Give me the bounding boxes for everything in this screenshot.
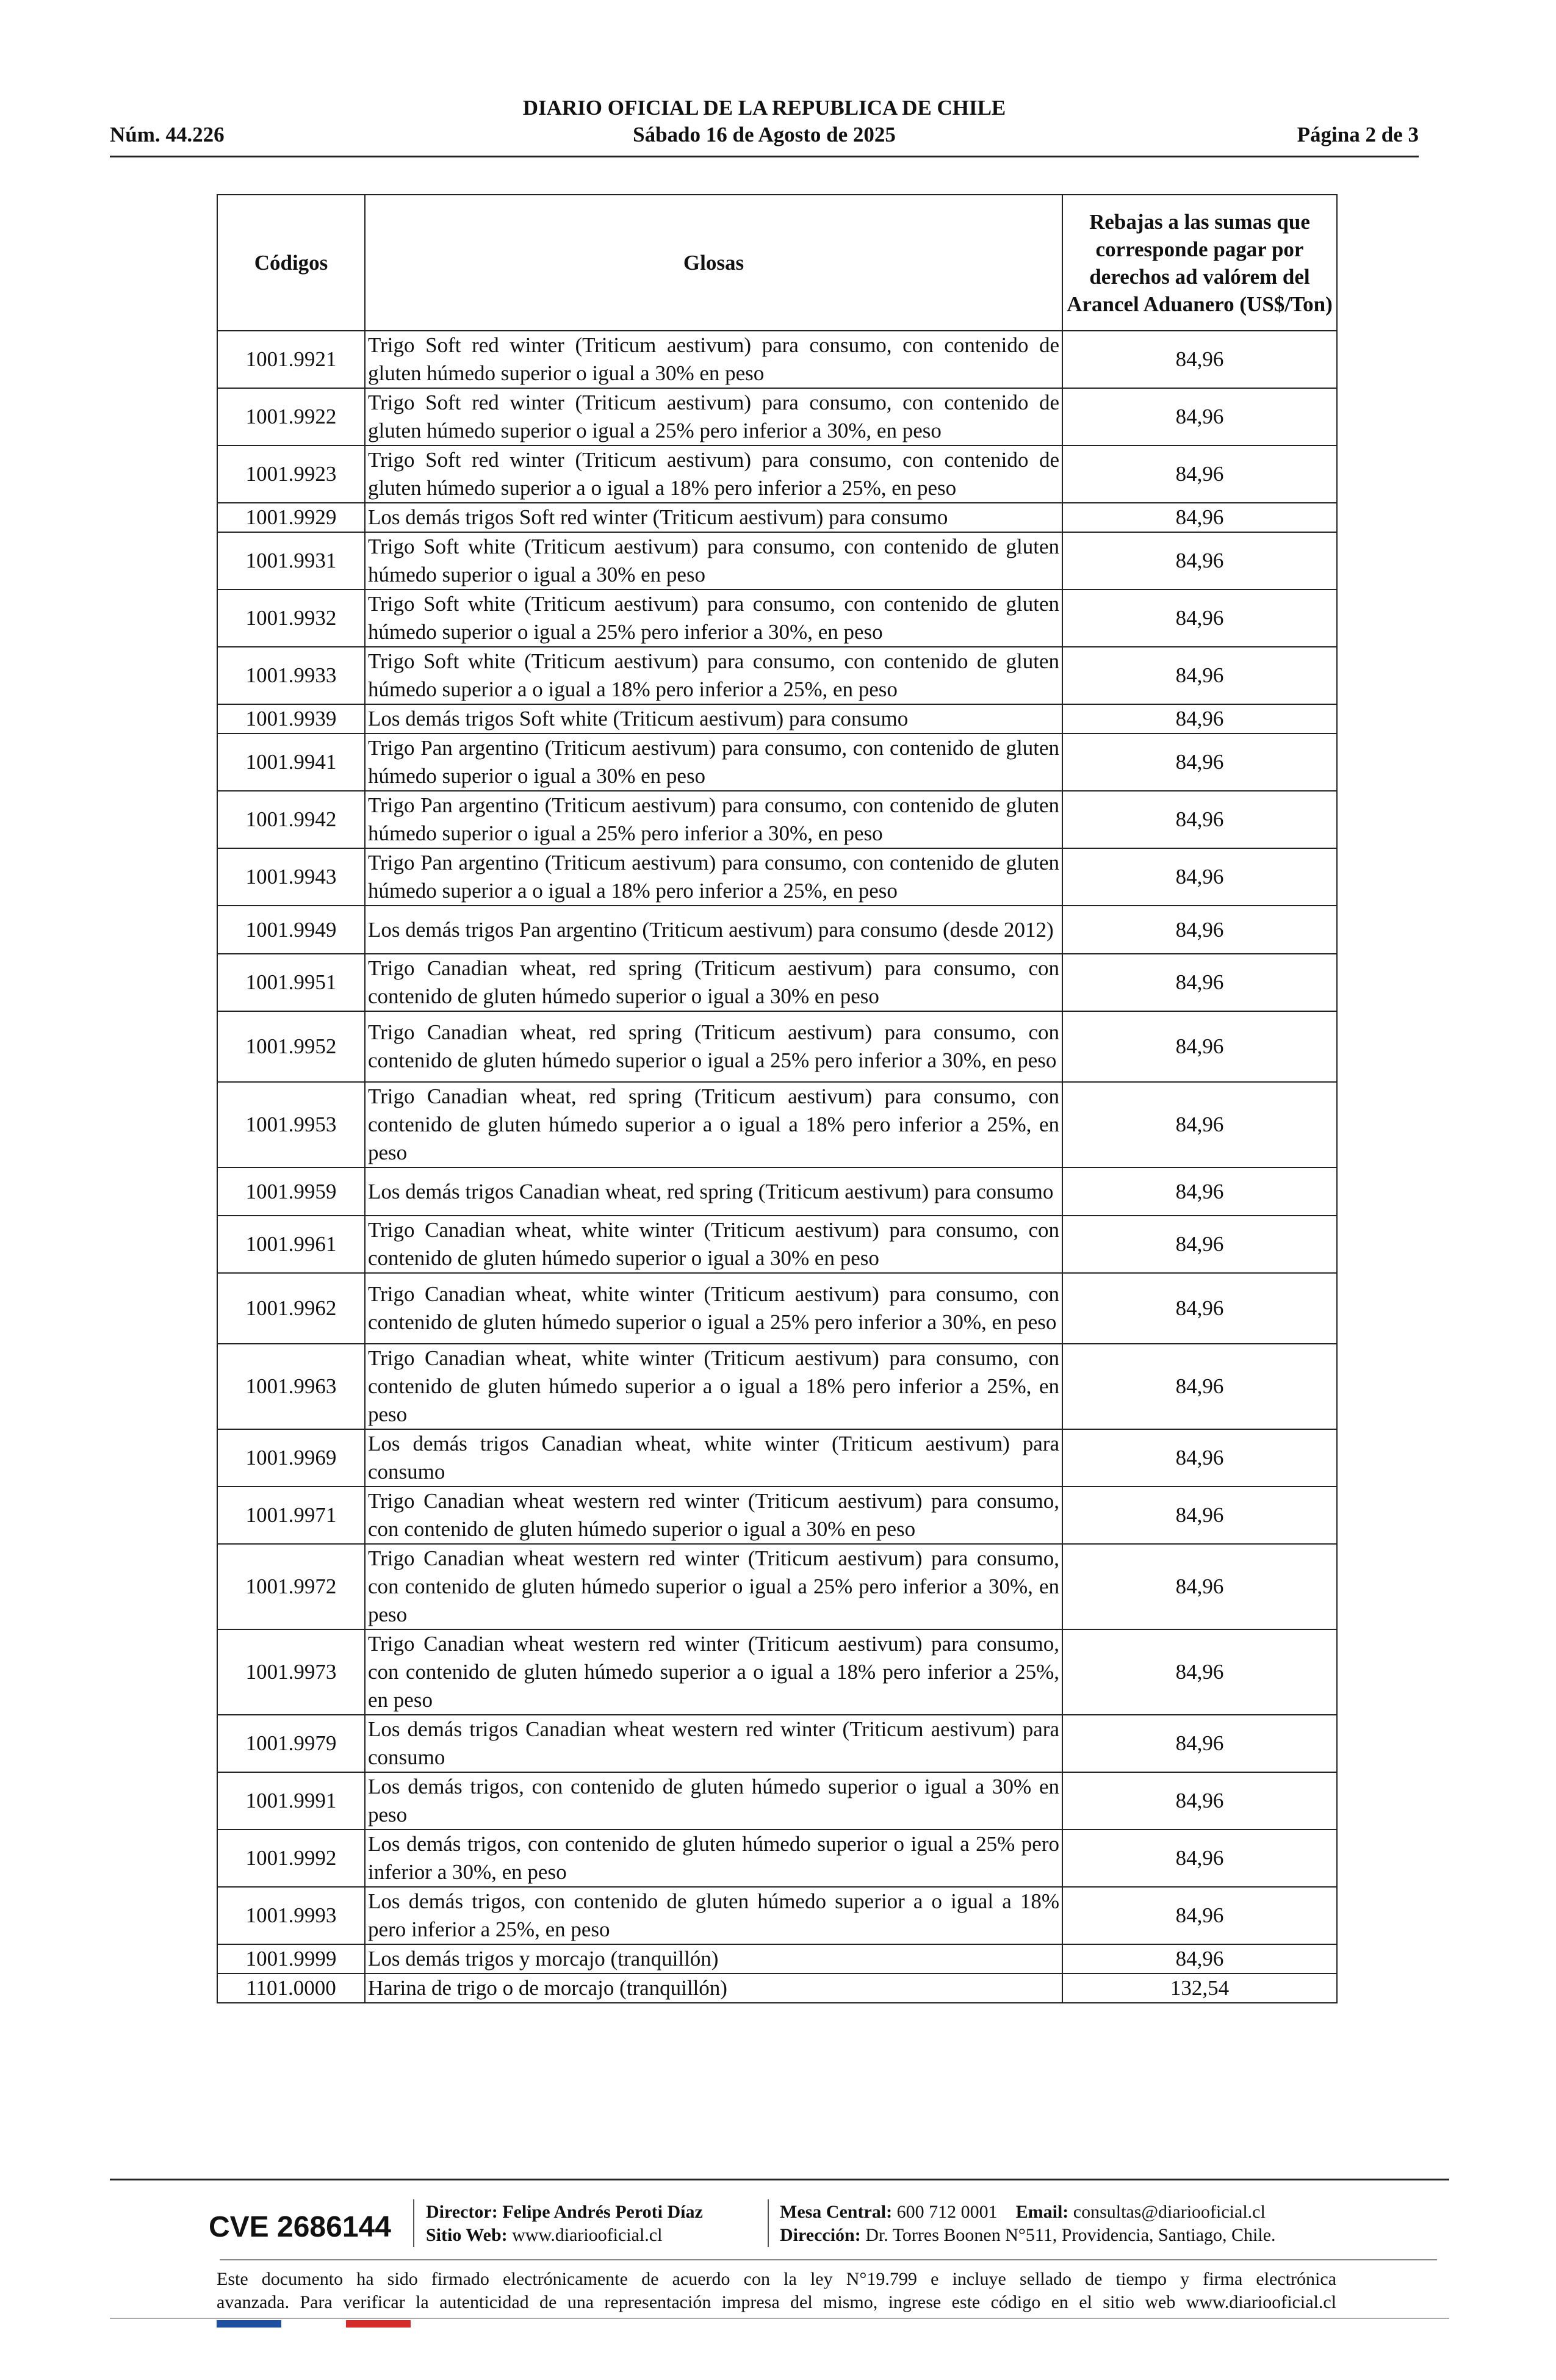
description-cell: Trigo Canadian wheat, red spring (Triticum aestivum) para consumo, con contenido de gluten húmedo superior o igual a 25% pero inferior a 30%, en peso <box>365 1011 1062 1082</box>
table-row <box>217 532 1337 590</box>
description-cell: Los demás trigos, con contenido de gluten húmedo superior a o igual a 18% pero inferior a 25%, en peso <box>365 1887 1062 1944</box>
table-row <box>217 1167 1337 1216</box>
flag-stripe-white <box>281 2320 346 2328</box>
tariff-code-cell: 1001.9923 <box>217 445 365 503</box>
tariff-code-cell: 1001.9973 <box>217 1629 365 1715</box>
table-row <box>217 1273 1337 1344</box>
table-row <box>217 791 1337 848</box>
footer-inner-divider <box>220 2259 1437 2260</box>
tariff-code-cell: 1001.9993 <box>217 1887 365 1944</box>
tariff-code-cell: 1001.9961 <box>217 1216 365 1273</box>
footer-separator <box>768 2199 769 2247</box>
phone-label: Mesa Central: <box>780 2202 893 2222</box>
rebate-value-cell: 132,54 <box>1062 1974 1337 2003</box>
column-header-rebates: Rebajas a las sumas que corresponde pagar por derechos ad valórem del Arancel Aduanero (US$/Ton) <box>1062 195 1337 331</box>
footer-bottom-divider <box>110 2318 1449 2319</box>
tariff-code-cell: 1001.9962 <box>217 1273 365 1344</box>
description-cell: Harina de trigo o de morcajo (tranquillón) <box>365 1974 1062 2003</box>
phone-value: 600 712 0001 <box>896 2202 998 2222</box>
description-cell: Trigo Canadian wheat western red winter (Triticum aestivum) para consumo, con contenido de gluten húmedo superior a o igual a 18% pero inferior a 25%, en peso <box>365 1629 1062 1715</box>
table-row <box>217 1216 1337 1273</box>
description-cell: Trigo Soft white (Triticum aestivum) para consumo, con contenido de gluten húmedo superior a o igual a 18% pero inferior a 25%, en peso <box>365 647 1062 704</box>
tariff-table <box>217 194 1338 2003</box>
tariff-code-cell: 1001.9959 <box>217 1167 365 1216</box>
tariff-code-cell: 1001.9991 <box>217 1772 365 1830</box>
rebate-value-cell: 84,96 <box>1062 1544 1337 1629</box>
description-cell: Los demás trigos Soft white (Triticum aestivum) para consumo <box>365 704 1062 734</box>
page-footer <box>110 2179 1449 2337</box>
tariff-code-cell: 1001.9943 <box>217 848 365 906</box>
rebate-value-cell: 84,96 <box>1062 1629 1337 1715</box>
tariff-code-cell: 1001.9921 <box>217 331 365 388</box>
tariff-code-cell: 1001.9999 <box>217 1944 365 1974</box>
tariff-code-cell: 1001.9951 <box>217 954 365 1011</box>
rebate-value-cell: 84,96 <box>1062 791 1337 848</box>
rebate-value-cell: 84,96 <box>1062 704 1337 734</box>
flag-stripe-red <box>346 2320 411 2328</box>
newspaper-title: DIARIO OFICIAL DE LA REPUBLICA DE CHILE <box>522 96 1006 120</box>
address-value: Dr. Torres Boonen N°511, Providencia, Santiago, Chile. <box>865 2225 1276 2245</box>
table-row <box>217 1974 1337 2003</box>
description-cell: Los demás trigos, con contenido de gluten húmedo superior o igual a 25% pero inferior a 30%, en peso <box>365 1830 1062 1887</box>
header-divider <box>110 156 1419 157</box>
website-label: Sitio Web: <box>426 2225 508 2245</box>
tariff-code-cell: 1001.9922 <box>217 388 365 445</box>
description-cell: Los demás trigos, con contenido de gluten húmedo superior o igual a 30% en peso <box>365 1772 1062 1830</box>
rebate-value-cell: 84,96 <box>1062 1944 1337 1974</box>
rebate-value-cell: 84,96 <box>1062 1216 1337 1273</box>
column-header-codes: Códigos <box>217 195 365 331</box>
description-cell: Trigo Soft red winter (Triticum aestivum) para consumo, con contenido de gluten húmedo superior o igual a 25% pero inferior a 30%, en peso <box>365 388 1062 445</box>
table-row <box>217 906 1337 954</box>
tariff-code-cell: 1001.9952 <box>217 1011 365 1082</box>
rebate-value-cell: 84,96 <box>1062 503 1337 532</box>
tariff-code-cell: 1001.9931 <box>217 532 365 590</box>
rebate-value-cell: 84,96 <box>1062 1830 1337 1887</box>
table-body <box>217 331 1337 2003</box>
website-link[interactable]: www.diariooficial.cl <box>512 2225 663 2245</box>
tariff-code-cell: 1001.9979 <box>217 1715 365 1772</box>
table-row <box>217 704 1337 734</box>
table-row <box>217 1830 1337 1887</box>
flag-stripe <box>217 2320 411 2328</box>
page-header <box>110 95 1419 162</box>
footer-contact-block <box>780 2201 1276 2247</box>
rebate-value-cell: 84,96 <box>1062 1167 1337 1216</box>
table-row <box>217 388 1337 445</box>
tariff-code-cell: 1001.9932 <box>217 590 365 647</box>
tariff-code-cell: 1001.9929 <box>217 503 365 532</box>
table-row <box>217 445 1337 503</box>
director-label: Director: <box>426 2202 498 2222</box>
tariff-code-cell: 1001.9939 <box>217 704 365 734</box>
description-cell: Los demás trigos Soft red winter (Triticum aestivum) para consumo <box>365 503 1062 532</box>
director-name: Felipe Andrés Peroti Díaz <box>502 2202 703 2222</box>
table-row <box>217 1715 1337 1772</box>
table-row <box>217 848 1337 906</box>
rebate-value-cell: 84,96 <box>1062 590 1337 647</box>
description-cell: Trigo Soft red winter (Triticum aestivum) para consumo, con contenido de gluten húmedo superior a o igual a 18% pero inferior a 25%, en peso <box>365 445 1062 503</box>
table-header-row <box>217 195 1337 331</box>
signature-notice <box>217 2268 1336 2314</box>
rebate-value-cell: 84,96 <box>1062 388 1337 445</box>
rebate-value-cell: 84,96 <box>1062 734 1337 791</box>
rebate-value-cell: 84,96 <box>1062 532 1337 590</box>
tariff-code-cell: 1001.9992 <box>217 1830 365 1887</box>
cve-code: CVE 2686144 <box>209 2211 391 2243</box>
table-row <box>217 1487 1337 1544</box>
table-row <box>217 1887 1337 1944</box>
rebate-value-cell: 84,96 <box>1062 1344 1337 1429</box>
description-cell: Los demás trigos Canadian wheat, white winter (Triticum aestivum) para consumo <box>365 1429 1062 1487</box>
column-header-descriptions: Glosas <box>365 195 1062 331</box>
table-row <box>217 734 1337 791</box>
table-row <box>217 1429 1337 1487</box>
tariff-code-cell: 1001.9971 <box>217 1487 365 1544</box>
flag-stripe-blue <box>217 2320 281 2328</box>
description-cell: Trigo Pan argentino (Triticum aestivum) para consumo, con contenido de gluten húmedo superior a o igual a 18% pero inferior a 25%, en peso <box>365 848 1062 906</box>
tariff-code-cell: 1001.9933 <box>217 647 365 704</box>
tariff-code-cell: 1001.9942 <box>217 791 365 848</box>
tariff-code-cell: 1001.9949 <box>217 906 365 954</box>
table-row <box>217 647 1337 704</box>
description-cell: Los demás trigos y morcajo (tranquillón) <box>365 1944 1062 1974</box>
rebate-value-cell: 84,96 <box>1062 954 1337 1011</box>
rebate-value-cell: 84,96 <box>1062 1487 1337 1544</box>
rebate-value-cell: 84,96 <box>1062 1772 1337 1830</box>
tariff-code-cell: 1101.0000 <box>217 1974 365 2003</box>
description-cell: Trigo Canadian wheat, red spring (Triticum aestivum) para consumo, con contenido de gluten húmedo superior o igual a 30% en peso <box>365 954 1062 1011</box>
tariff-code-cell: 1001.9969 <box>217 1429 365 1487</box>
rebate-value-cell: 84,96 <box>1062 331 1337 388</box>
description-cell: Trigo Pan argentino (Triticum aestivum) para consumo, con contenido de gluten húmedo superior o igual a 25% pero inferior a 30%, en peso <box>365 791 1062 848</box>
footer-divider <box>110 2179 1449 2180</box>
rebate-value-cell: 84,96 <box>1062 848 1337 906</box>
rebate-value-cell: 84,96 <box>1062 1887 1337 1944</box>
email-label: Email: <box>1015 2202 1069 2222</box>
description-cell: Trigo Canadian wheat western red winter (Triticum aestivum) para consumo, con contenido de gluten húmedo superior o igual a 30% en peso <box>365 1487 1062 1544</box>
table-row <box>217 1344 1337 1429</box>
issue-date: Sábado 16 de Agosto de 2025 <box>633 123 896 146</box>
footer-separator <box>413 2199 414 2247</box>
rebate-value-cell: 84,96 <box>1062 647 1337 704</box>
rebate-value-cell: 84,96 <box>1062 445 1337 503</box>
table-row <box>217 590 1337 647</box>
table-row <box>217 1629 1337 1715</box>
rebate-value-cell: 84,96 <box>1062 1715 1337 1772</box>
description-cell: Trigo Canadian wheat, white winter (Triticum aestivum) para consumo, con contenido de gluten húmedo superior o igual a 30% en peso <box>365 1216 1062 1273</box>
description-cell: Trigo Canadian wheat, white winter (Triticum aestivum) para consumo, con contenido de gluten húmedo superior o igual a 25% pero inferior a 30%, en peso <box>365 1273 1062 1344</box>
description-cell: Los demás trigos Canadian wheat western red winter (Triticum aestivum) para consumo <box>365 1715 1062 1772</box>
description-cell: Trigo Canadian wheat, white winter (Triticum aestivum) para consumo, con contenido de gluten húmedo superior a o igual a 18% pero inferior a 25%, en peso <box>365 1344 1062 1429</box>
description-cell: Trigo Soft white (Triticum aestivum) para consumo, con contenido de gluten húmedo superior o igual a 25% pero inferior a 30%, en peso <box>365 590 1062 647</box>
table-row <box>217 1772 1337 1830</box>
description-cell: Los demás trigos Pan argentino (Triticum aestivum) para consumo (desde 2012) <box>365 906 1062 954</box>
description-cell: Trigo Canadian wheat western red winter (Triticum aestivum) para consumo, con contenido de gluten húmedo superior o igual a 25% pero inferior a 30%, en peso <box>365 1544 1062 1629</box>
signature-notice-line: avanzada. Para verificar la autenticidad de una representación impresa del mismo, ingrese este código en el sitio web www.diariooficial.cl <box>217 2292 1336 2312</box>
rebate-value-cell: 84,96 <box>1062 1429 1337 1487</box>
description-cell: Trigo Pan argentino (Triticum aestivum) para consumo, con contenido de gluten húmedo superior o igual a 30% en peso <box>365 734 1062 791</box>
signature-notice-line: Este documento ha sido firmado electrónicamente de acuerdo con la ley N°19.799 e incluye sellado de tiempo y firma electrónica <box>217 2269 1336 2289</box>
rebate-value-cell: 84,96 <box>1062 1011 1337 1082</box>
tariff-code-cell: 1001.9963 <box>217 1344 365 1429</box>
description-cell: Trigo Soft white (Triticum aestivum) para consumo, con contenido de gluten húmedo superior o igual a 30% en peso <box>365 532 1062 590</box>
rebate-value-cell: 84,96 <box>1062 1082 1337 1167</box>
table-row <box>217 954 1337 1011</box>
rebate-value-cell: 84,96 <box>1062 1273 1337 1344</box>
rebate-value-cell: 84,96 <box>1062 906 1337 954</box>
table-row <box>217 1544 1337 1629</box>
description-cell: Trigo Canadian wheat, red spring (Triticum aestivum) para consumo, con contenido de gluten húmedo superior a o igual a 18% pero inferior a 25%, en peso <box>365 1082 1062 1167</box>
issue-number: Núm. 44.226 <box>110 123 225 146</box>
footer-director-block <box>426 2201 703 2247</box>
description-cell: Trigo Soft red winter (Triticum aestivum) para consumo, con contenido de gluten húmedo superior o igual a 30% en peso <box>365 331 1062 388</box>
table-row <box>217 503 1337 532</box>
page-number: Página 2 de 3 <box>1297 123 1419 146</box>
table-row <box>217 1082 1337 1167</box>
address-label: Dirección: <box>780 2225 861 2245</box>
tariff-code-cell: 1001.9953 <box>217 1082 365 1167</box>
tariff-code-cell: 1001.9972 <box>217 1544 365 1629</box>
table-row <box>217 1011 1337 1082</box>
tariff-code-cell: 1001.9941 <box>217 734 365 791</box>
table-row <box>217 1944 1337 1974</box>
description-cell: Los demás trigos Canadian wheat, red spring (Triticum aestivum) para consumo <box>365 1167 1062 1216</box>
table-row <box>217 331 1337 388</box>
email-link[interactable]: consultas@diariooficial.cl <box>1073 2202 1266 2222</box>
